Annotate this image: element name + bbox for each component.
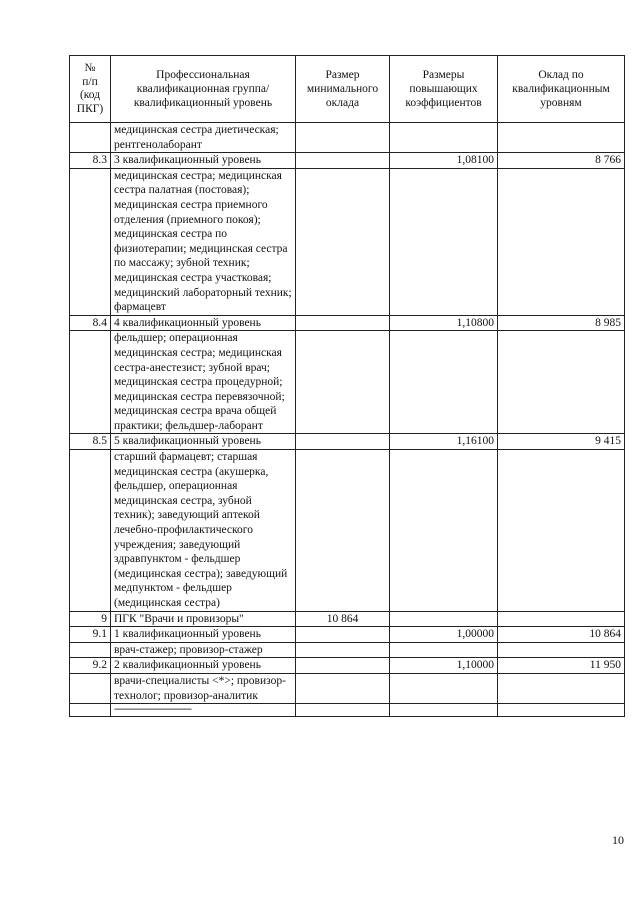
- min-salary-value: [296, 153, 390, 169]
- table-row: [70, 331, 625, 434]
- header-group: Профессиональная квалификационная группа/квалификационный уровень: [111, 56, 296, 123]
- level-name: 5 квалификационный уровень: [111, 434, 296, 450]
- level-code: 8.4: [70, 315, 111, 331]
- table-row: [70, 434, 625, 450]
- table-row: [70, 704, 625, 717]
- positions-cell: медицинская сестра диетическая; рентгенолаборант: [111, 123, 296, 153]
- table-row: [70, 123, 625, 153]
- positions-cell: врач-стажер; провизор-стажер: [111, 642, 296, 658]
- min-salary-value: [296, 315, 390, 331]
- level-name: 2 квалификационный уровень: [111, 658, 296, 674]
- level-code: 8.5: [70, 434, 111, 450]
- min-salary-value: [296, 658, 390, 674]
- page-number: 10: [612, 833, 624, 847]
- coefficient-value: 1,10800: [390, 315, 498, 331]
- level-code: 9: [70, 611, 111, 627]
- table-row: [70, 642, 625, 658]
- table-row: [70, 658, 625, 674]
- level-name: 3 квалификационный уровень: [111, 153, 296, 169]
- coefficient-value: [390, 611, 498, 627]
- positions-cell: медицинская сестра; медицинская сестра палатная (постовая); медицинская сестра приемного отделения (приемного покоя); медицинская сестра по физиотерапии; медицинская сестра по массажу; зубной техник; медицинская сестра участковая; медицинский лабораторный техник; фармацевт: [111, 168, 296, 315]
- level-name: 4 квалификационный уровень: [111, 315, 296, 331]
- salary-value: 10 864: [498, 627, 625, 643]
- header-num: № п/п (код ПКГ): [70, 56, 111, 123]
- level-name: 1 квалификационный уровень: [111, 627, 296, 643]
- min-salary-value: [296, 434, 390, 450]
- header-min-salary: Размер минимального оклада: [296, 56, 390, 123]
- level-code: 9.1: [70, 627, 111, 643]
- salary-table: [69, 55, 625, 717]
- table-row: [70, 611, 625, 627]
- salary-value: 8 985: [498, 315, 625, 331]
- header-coefficients: Размеры повышающих коэффициентов: [390, 56, 498, 123]
- salary-value: [498, 611, 625, 627]
- table-row: [70, 168, 625, 315]
- coefficient-value: 1,10000: [390, 658, 498, 674]
- table-row: [70, 315, 625, 331]
- min-salary-value: 10 864: [296, 611, 390, 627]
- table-header-row: [70, 56, 625, 123]
- positions-cell: фельдшер; операционная медицинская сестра; медицинская сестра-анестезист; зубной врач; медицинская сестра процедурной; медицинская сестра перевязочной; медицинская сестра врача общей практики; фельдшер-лаборант: [111, 331, 296, 434]
- min-salary-value: [296, 627, 390, 643]
- positions-cell: старший фармацевт; старшая медицинская сестра (акушерка, фельдшер, операционная медицинская сестра, зубной техник); заведующий аптекой лечебно-профилактического учреждения; заведующий здравпунктом - фельдшер (медицинская сестра); заведующий медпунктом - фельдшер (медицинская сестра): [111, 450, 296, 612]
- table-row: [70, 153, 625, 169]
- table-row: [70, 673, 625, 703]
- table-row: [70, 450, 625, 612]
- positions-cell: врачи-специалисты <*>; провизор-технолог; провизор-аналитик: [111, 673, 296, 703]
- footnote-separator: ---------------------------------: [114, 704, 191, 716]
- coefficient-value: 1,08100: [390, 153, 498, 169]
- salary-value: 8 766: [498, 153, 625, 169]
- salary-value: 11 950: [498, 658, 625, 674]
- table-row: [70, 627, 625, 643]
- salary-value: 9 415: [498, 434, 625, 450]
- level-code: 9.2: [70, 658, 111, 674]
- group-name: ПГК "Врачи и провизоры": [111, 611, 296, 627]
- level-code: 8.3: [70, 153, 111, 169]
- coefficient-value: 1,00000: [390, 627, 498, 643]
- header-salary-levels: Оклад по квалификационным уровням: [498, 56, 625, 123]
- coefficient-value: 1,16100: [390, 434, 498, 450]
